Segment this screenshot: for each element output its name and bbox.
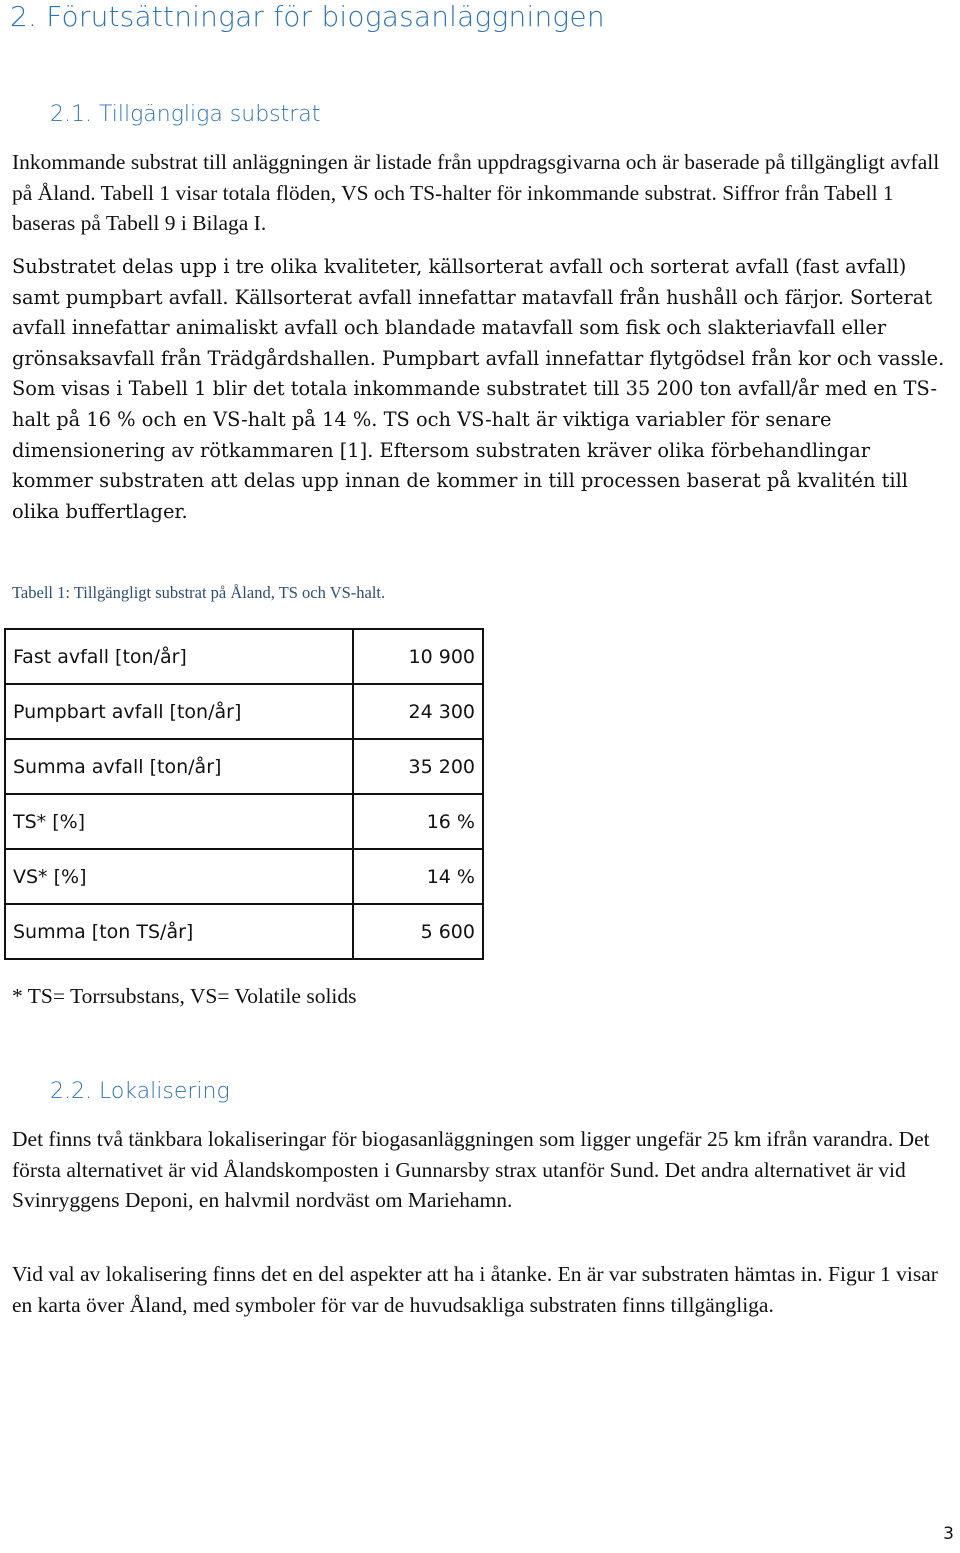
table-row bbox=[5, 904, 483, 959]
table-row bbox=[5, 684, 483, 739]
paragraph-lokalisering-2: Vid val av lokalisering finns det en del aspekter att ha i åtanke. En är var substraten hämtas in. Figur 1 visar en karta över Åland, med symboler för var de huvudsakliga substraten finns tillgängliga. bbox=[12, 1262, 938, 1317]
row-value: 24 300 bbox=[353, 684, 483, 739]
row-value: 5 600 bbox=[353, 904, 483, 959]
row-label: Summa [ton TS/år] bbox=[5, 904, 353, 959]
row-label: Fast avfall [ton/år] bbox=[5, 629, 353, 684]
substrate-table bbox=[4, 628, 484, 960]
table-caption: Tabell 1: Tillgängligt substrat på Åland, TS och VS-halt. bbox=[12, 583, 386, 602]
table-footnote: * TS= Torrsubstans, VS= Volatile solids bbox=[12, 984, 357, 1008]
paragraph-lokalisering-1: Det finns två tänkbara lokaliseringar för biogasanläggningen som ligger ungefär 25 km ifrån varandra. Det första alternativet är vid Ålandskomposten i Gunnarsby strax utanför Sund. Det andra alternativet är vid Svinryggens Deponi, en halvmil nordväst om Mariehamn. bbox=[12, 1127, 930, 1213]
page-number: 3 bbox=[943, 1524, 954, 1544]
row-label: TS* [%] bbox=[5, 794, 353, 849]
table-row bbox=[5, 629, 483, 684]
table-row bbox=[5, 849, 483, 904]
section-heading-substrat: 2.1. Tillgängliga substrat bbox=[50, 102, 321, 127]
chapter-heading: 2. Förutsättningar för biogasanläggningen bbox=[10, 0, 605, 33]
row-value: 16 % bbox=[353, 794, 483, 849]
paragraph-substrat-intro: Inkommande substrat till anläggningen är listade från uppdragsgivarna och är baserade på tillgängligt avfall på Åland. Tabell 1 visar totala flöden, VS och TS-halter för inkommande substrat. Siffror från Tabell 1 baseras på Tabell 9 i Bilaga I. bbox=[12, 150, 940, 236]
section-heading-lokalisering: 2.2. Lokalisering bbox=[50, 1079, 230, 1104]
row-value: 10 900 bbox=[353, 629, 483, 684]
row-label: Pumpbart avfall [ton/år] bbox=[5, 684, 353, 739]
table-row bbox=[5, 739, 483, 794]
row-label: VS* [%] bbox=[5, 849, 353, 904]
row-value: 35 200 bbox=[353, 739, 483, 794]
table-row bbox=[5, 794, 483, 849]
row-value: 14 % bbox=[353, 849, 483, 904]
paragraph-substrat-details: Substratet delas upp i tre olika kvaliteter, källsorterat avfall och sorterat avfall (fast avfall) samt pumpbart avfall. Källsorterat avfall innefattar matavfall från hushåll och färjor. Sorterat avfall innefattar animaliskt avfall och blandade matavfall som fisk och slakteriavfall eller grönsaksavfall från Trädgårdshallen. Pumpbart avfall innefattar flytgödsel från kor och vassle. Som visas i Tabell 1 blir det totala inkommande substratet till 35 200 ton avfall/år med en TS-halt på 16 % och en VS-halt på 14 %. TS och VS-halt är viktiga variabler för senare dimensionering av rötkammaren [1]. Eftersom substraten kräver olika förbehandlingar kommer substraten att delas upp innan de kommer in till processen baserat på kvalitén till olika buffertlager. bbox=[12, 255, 945, 523]
row-label: Summa avfall [ton/år] bbox=[5, 739, 353, 794]
